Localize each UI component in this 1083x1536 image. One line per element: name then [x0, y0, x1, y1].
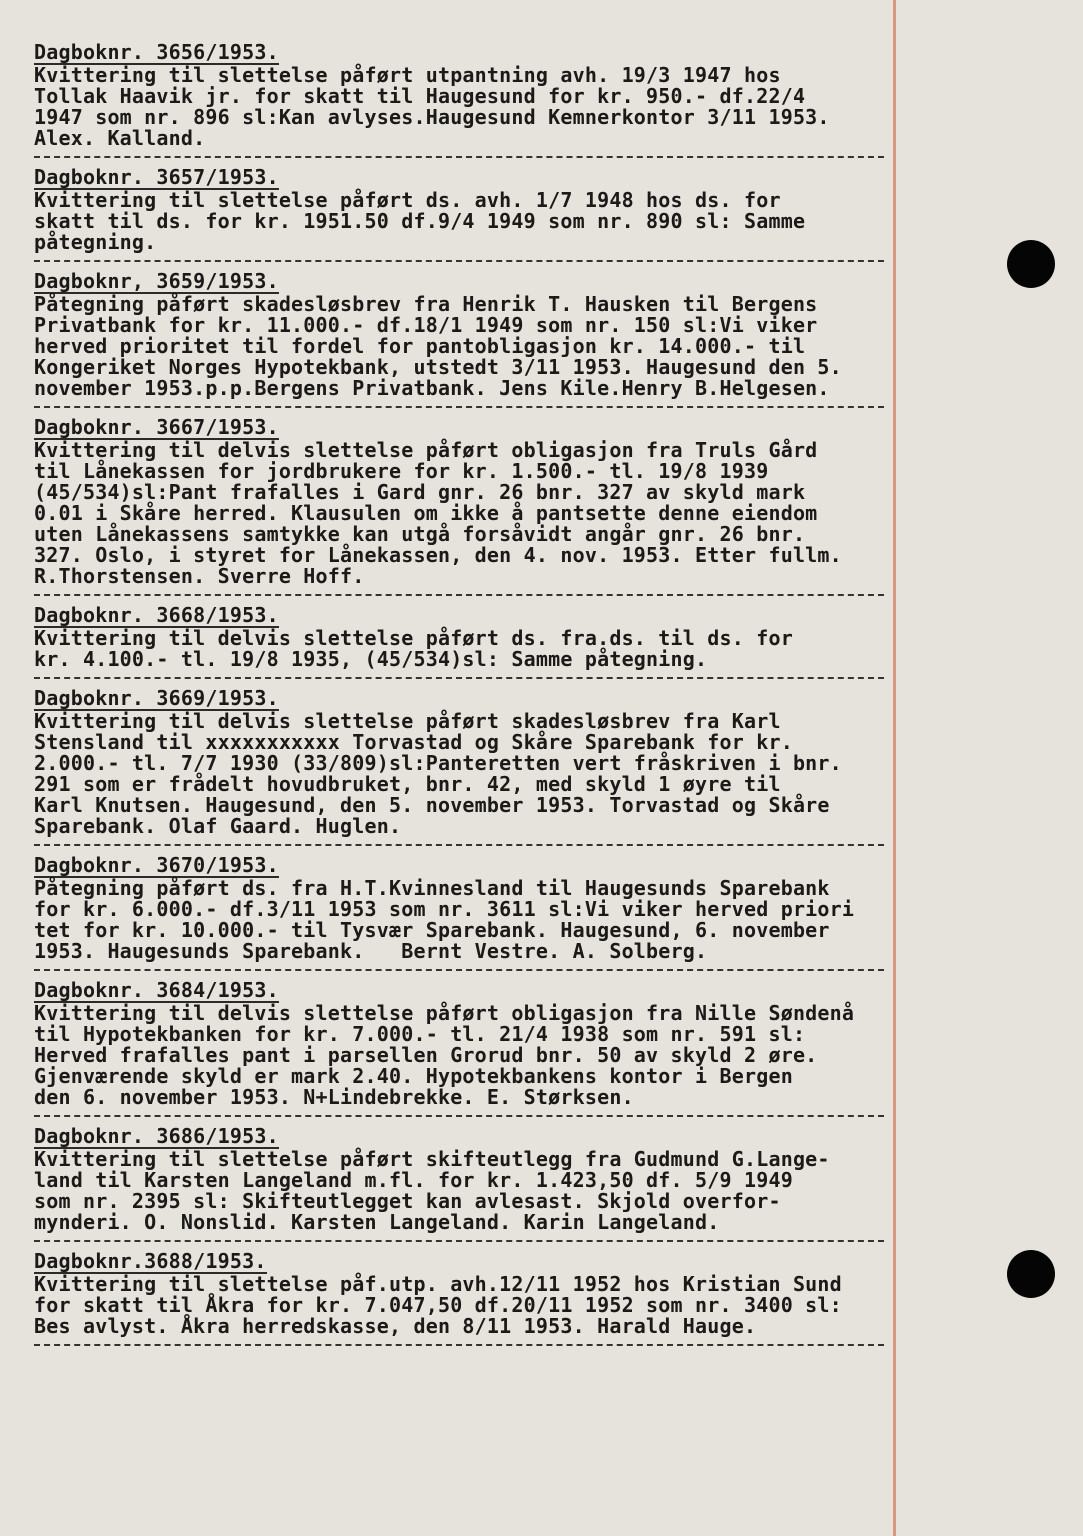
entry-text-line: 0.01 i Skåre herred. Klausulen om ikke å pantsette denne eiendom [34, 501, 818, 525]
entry-text-line: Kvittering til slettelse påf.utp. avh.12/11 1952 hos Kristian Sund [34, 1272, 842, 1296]
entry-text-line: Karl Knutsen. Haugesund, den 5. november 1953. Torvastad og Skåre [34, 793, 830, 817]
dashed-separator [34, 1240, 884, 1242]
entry-text-line: 327. Oslo, i styret for Lånekassen, den 4. nov. 1953. Etter fullm. [34, 543, 842, 567]
entry-text-line: den 6. november 1953. N+Lindebrekke. E. Størksen. [34, 1085, 634, 1109]
dashed-separator [34, 1115, 884, 1117]
journal-entry [34, 980, 889, 1117]
entry-text-line: Herved frafalles pant i parsellen Grorud bnr. 50 av skyld 2 øre. [34, 1043, 818, 1067]
entry-title: Dagboknr. 3670/1953. [34, 853, 279, 877]
entry-title: Dagboknr. 3668/1953. [34, 603, 279, 627]
margin-line [893, 0, 896, 1536]
journal-entry [34, 605, 889, 679]
entry-text-line: 2.000.- tl. 7/7 1930 (33/809)sl:Panteretten vert fråskriven i bnr. [34, 751, 842, 775]
journal-entry [34, 271, 889, 408]
dashed-separator [34, 260, 884, 262]
entry-text-line: som nr. 2395 sl: Skifteutlegget kan avlesast. Skjold overfor- [34, 1189, 781, 1213]
entry-text-line: Tollak Haavik jr. for skatt til Haugesund for kr. 950.- df.22/4 [34, 84, 806, 108]
journal-entry [34, 688, 889, 846]
journal-entry [34, 855, 889, 971]
dashed-separator [34, 677, 884, 679]
entry-text-line: 291 som er frådelt hovudbruket, bnr. 42, med skyld 1 øyre til [34, 772, 781, 796]
entry-text-line: Kvittering til delvis slettelse påført skadesløsbrev fra Karl [34, 709, 781, 733]
entry-text-line: Sparebank. Olaf Gaard. Huglen. [34, 814, 402, 838]
entry-text-line: Gjenværende skyld er mark 2.40. Hypotekbankens kontor i Bergen [34, 1064, 793, 1088]
journal-entry [34, 417, 889, 596]
entry-text-line: tet for kr. 10.000.- til Tysvær Sparebank. Haugesund, 6. november [34, 918, 830, 942]
entry-text-line: herved prioritet til fordel for pantobligasjon kr. 14.000.- til [34, 334, 806, 358]
journal-entry [34, 167, 889, 262]
dashed-separator [34, 1344, 884, 1346]
entry-title: Dagboknr, 3659/1953. [34, 269, 279, 293]
entry-text-line: kr. 4.100.- tl. 19/8 1935, (45/534)sl: Samme påtegning. [34, 647, 708, 671]
entry-text-line: for skatt til Åkra for kr. 7.047,50 df.20/11 1952 som nr. 3400 sl: [34, 1293, 842, 1317]
entry-text-line: Påtegning påført ds. fra H.T.Kvinnesland til Haugesunds Sparebank [34, 876, 830, 900]
entry-title: Dagboknr.3688/1953. [34, 1249, 267, 1273]
entry-text-line: Kvittering til delvis slettelse påført obligasjon fra Nille Søndenå [34, 1001, 855, 1025]
journal-entry [34, 42, 889, 158]
entry-text-line: Stensland til xxxxxxxxxxx Torvastad og Skåre Sparebank for kr. [34, 730, 793, 754]
entry-text-line: 1953. Haugesunds Sparebank. Bernt Vestre. A. Solberg. [34, 939, 708, 963]
entry-text-line: (45/534)sl:Pant frafalles i Gard gnr. 26 bnr. 327 av skyld mark [34, 480, 806, 504]
entry-text-line: mynderi. O. Nonslid. Karsten Langeland. Karin Langeland. [34, 1210, 720, 1234]
entry-text-line: Bes avlyst. Åkra herredskasse, den 8/11 1953. Harald Hauge. [34, 1314, 757, 1338]
dashed-separator [34, 594, 884, 596]
journal-entries [34, 42, 889, 1355]
entry-text-line: november 1953.p.p.Bergens Privatbank. Jens Kile.Henry B.Helgesen. [34, 376, 830, 400]
dashed-separator [34, 156, 884, 158]
entry-text-line: Kvittering til delvis slettelse påført ds. fra.ds. til ds. for [34, 626, 793, 650]
entry-text-line: Påtegning påført skadesløsbrev fra Henrik T. Hausken til Bergens [34, 292, 818, 316]
dashed-separator [34, 406, 884, 408]
entry-text-line: skatt til ds. for kr. 1951.50 df.9/4 1949 som nr. 890 sl: Samme [34, 209, 806, 233]
entry-text-line: for kr. 6.000.- df.3/11 1953 som nr. 3611 sl:Vi viker herved priori [34, 897, 855, 921]
dashed-separator [34, 844, 884, 846]
journal-entry [34, 1251, 889, 1346]
entry-text-line: land til Karsten Langeland m.fl. for kr. 1.423,50 df. 5/9 1949 [34, 1168, 793, 1192]
entry-text-line: Privatbank for kr. 11.000.- df.18/1 1949 som nr. 150 sl:Vi viker [34, 313, 818, 337]
entry-text-line: Kvittering til slettelse påført skifteutlegg fra Gudmund G.Lange- [34, 1147, 830, 1171]
entry-text-line: påtegning. [34, 230, 157, 254]
entry-text-line: Kongeriket Norges Hypotekbank, utstedt 3/11 1953. Haugesund den 5. [34, 355, 842, 379]
entry-text-line: 1947 som nr. 896 sl:Kan avlyses.Haugesund Kemnerkontor 3/11 1953. [34, 105, 830, 129]
entry-text-line: til Hypotekbanken for kr. 7.000.- tl. 21/4 1938 som nr. 591 sl: [34, 1022, 806, 1046]
entry-title: Dagboknr. 3657/1953. [34, 165, 279, 189]
dashed-separator [34, 969, 884, 971]
punch-hole-top [1007, 240, 1055, 288]
entry-title: Dagboknr. 3669/1953. [34, 686, 279, 710]
entry-title: Dagboknr. 3667/1953. [34, 415, 279, 439]
entry-title: Dagboknr. 3686/1953. [34, 1124, 279, 1148]
entry-text-line: til Lånekassen for jordbrukere for kr. 1.500.- tl. 19/8 1939 [34, 459, 769, 483]
punch-hole-bottom [1007, 1250, 1055, 1298]
entry-text-line: R.Thorstensen. Sverre Hoff. [34, 564, 365, 588]
journal-entry [34, 1126, 889, 1242]
entry-text-line: Kvittering til slettelse påført ds. avh. 1/7 1948 hos ds. for [34, 188, 781, 212]
entry-text-line: Kvittering til slettelse påført utpantning avh. 19/3 1947 hos [34, 63, 781, 87]
entry-title: Dagboknr. 3656/1953. [34, 40, 279, 64]
entry-title: Dagboknr. 3684/1953. [34, 978, 279, 1002]
entry-text-line: Alex. Kalland. [34, 126, 206, 150]
entry-text-line: uten Lånekassens samtykke kan utgå forsåvidt angår gnr. 26 bnr. [34, 522, 806, 546]
entry-text-line: Kvittering til delvis slettelse påført obligasjon fra Truls Gård [34, 438, 818, 462]
